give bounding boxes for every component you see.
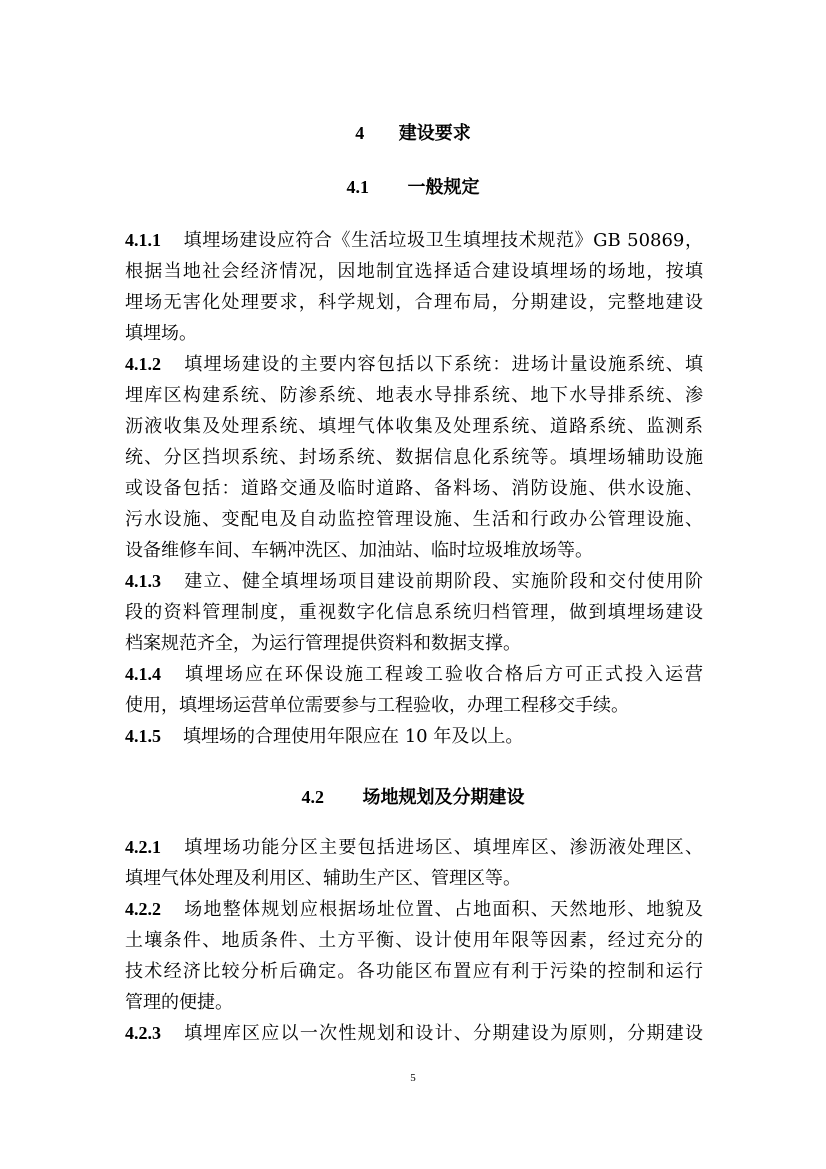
chapter-number: 4	[355, 123, 365, 143]
text-line: 设备维修车间、车辆冲洗区、加油站、临时垃圾堆放场等。	[125, 540, 593, 561]
section-heading	[0, 175, 826, 200]
text-line: 段的资料管理制度，重视数字化信息系统归档管理，做到填埋场建设	[125, 602, 703, 623]
text-line	[125, 894, 703, 925]
clause	[125, 225, 703, 349]
section-title: 场地规划及分期建设	[362, 787, 525, 808]
text-line: 埋场无害化处理要求，科学规划，合理布局，分期建设，完整地建设	[125, 292, 703, 313]
section-number: 4.1	[346, 177, 369, 197]
text-line: 统、分区挡坝系统、封场系统、数据信息化系统等。填埋场辅助设施	[125, 447, 703, 468]
text-line	[125, 225, 703, 256]
clause	[125, 721, 703, 752]
clause-text: 建立、健全填埋场项目建设前期阶段、实施阶段和交付使用阶	[183, 571, 703, 592]
text-line: 污水设施、变配电及自动监控管理设施、生活和行政办公管理设施、	[125, 509, 703, 530]
text-line: 沥液收集及处理系统、填埋气体收集及处理系统、道路系统、监测系	[125, 416, 703, 437]
text-line: 技术经济比较分析后确定。各功能区布置应有利于污染的控制和运行	[125, 961, 703, 982]
clause	[125, 832, 703, 894]
clause-text: 填埋场应在环保设施工程竣工验收合格后方可正式投入运营	[183, 664, 703, 685]
clause	[125, 566, 703, 659]
chapter-heading	[0, 121, 826, 146]
clause-number: 4.2.1	[125, 837, 161, 857]
text-line	[125, 1018, 703, 1049]
text-line	[125, 721, 703, 752]
clause	[125, 894, 703, 1018]
text-line: 或设备包括：道路交通及临时道路、备料场、消防设施、供水设施、	[125, 478, 703, 499]
clause	[125, 1018, 703, 1049]
clause-number: 4.1.2	[125, 354, 161, 374]
clause-text: 填埋库区应以一次性规划和设计、分期建设为原则，分期建设	[183, 1023, 703, 1044]
clause-number: 4.1.4	[125, 664, 161, 684]
text-line: 填埋气体处理及利用区、辅助生产区、管理区等。	[125, 868, 521, 889]
clause-number: 4.1.1	[125, 230, 161, 250]
text-line	[125, 832, 703, 863]
text-line: 埋库区构建系统、防渗系统、地表水导排系统、地下水导排系统、渗	[125, 385, 703, 406]
clause-text: 填埋场功能分区主要包括进场区、填埋库区、渗沥液处理区、	[183, 837, 703, 858]
text-line: 填埋场。	[125, 323, 197, 344]
clause	[125, 659, 703, 721]
clause-number: 4.1.5	[125, 726, 161, 746]
section-title: 一般规定	[407, 177, 480, 198]
chapter-title: 建设要求	[398, 123, 471, 144]
page-number: 5	[410, 1072, 416, 1084]
text-line	[125, 566, 703, 597]
text-line	[125, 659, 703, 690]
clause	[125, 349, 703, 566]
text-line	[125, 349, 703, 380]
section-number: 4.2	[301, 787, 324, 807]
clause-number: 4.1.3	[125, 571, 161, 591]
clause-text: 填埋场建设应符合《生活垃圾卫生填埋技术规范》GB 50869，	[183, 230, 703, 251]
clause-text: 填埋场建设的主要内容包括以下系统：进场计量设施系统、填	[183, 354, 703, 375]
clause-number: 4.2.3	[125, 1023, 161, 1043]
section-body	[125, 832, 703, 1049]
text-line: 档案规范齐全，为运行管理提供资料和数据支撑。	[125, 633, 521, 654]
text-line: 根据当地社会经济情况，因地制宜选择适合建设填埋场的场地，按填	[125, 261, 703, 282]
text-line: 土壤条件、地质条件、土方平衡、设计使用年限等因素，经过充分的	[125, 930, 703, 951]
section-heading	[0, 785, 826, 810]
text-line: 管理的便捷。	[125, 992, 233, 1013]
clause-number: 4.2.2	[125, 899, 161, 919]
clause-text: 场地整体规划应根据场址位置、占地面积、天然地形、地貌及	[183, 899, 703, 920]
section-body	[125, 225, 703, 752]
clause-text: 填埋场的合理使用年限应在 10 年及以上。	[183, 726, 524, 747]
text-line: 使用，填埋场运营单位需要参与工程验收，办理工程移交手续。	[125, 695, 629, 716]
